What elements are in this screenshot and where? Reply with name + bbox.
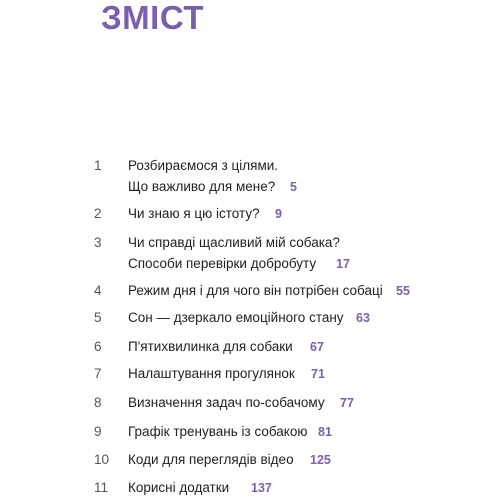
toc-entry-title: Налаштування прогулянок <box>128 366 295 381</box>
toc-entry-page: 9 <box>275 207 282 221</box>
toc-entry-title-line2: Способи перевірки добробуту <box>128 256 317 271</box>
toc-entry-title: Режим дня і для чого він потрібен собаці <box>128 283 383 298</box>
toc-entry-page: 17 <box>336 257 350 271</box>
toc-entry-number: 7 <box>94 366 102 381</box>
toc-entry-number: 2 <box>94 206 102 221</box>
toc-entry-page: 81 <box>318 425 332 439</box>
toc-entry-number: 11 <box>94 480 109 495</box>
toc-entry-title: Графік тренувань із собакою <box>128 424 308 439</box>
toc-entry-title: Коди для переглядів відео <box>128 452 294 467</box>
toc-entry-page: 125 <box>310 453 331 467</box>
toc-entry-number: 10 <box>94 452 110 467</box>
toc-entry-page: 55 <box>396 284 410 298</box>
toc-entry-number: 9 <box>94 424 102 439</box>
toc-entry-page: 77 <box>340 396 354 410</box>
toc-entry-title: Чи знаю я цю істоту? <box>128 206 260 221</box>
toc-entry-page: 5 <box>290 180 297 194</box>
toc-entry-title: П'ятихвилинка для собаки <box>128 339 293 354</box>
toc-entry-number: 1 <box>94 158 102 173</box>
toc-entry-page: 67 <box>310 340 324 354</box>
toc-entry-title: Чи справді щасливий мій собака? <box>128 235 340 250</box>
toc-entry-page: 137 <box>251 481 272 495</box>
toc-entry-number: 8 <box>94 395 102 410</box>
toc-entry-number: 6 <box>94 339 102 354</box>
toc-entry-title: Сон — дзеркало емоційного стану <box>128 310 344 325</box>
toc-entry-title: Визначення задач по-собачому <box>128 395 325 410</box>
toc-entry-number: 5 <box>94 310 102 325</box>
toc-entry-page: 63 <box>356 311 370 325</box>
toc-entry-number: 3 <box>94 235 102 250</box>
page-title: ЗМІСТ <box>101 0 204 36</box>
toc-entry-page: 71 <box>311 367 325 381</box>
toc-entry-number: 4 <box>94 283 102 298</box>
toc-entry-title: Корисні додатки <box>128 480 230 495</box>
toc-entry-title: Розбираємося з цілями. <box>128 158 279 173</box>
toc-entry-title-line2: Що важливо для мене? <box>128 179 276 194</box>
